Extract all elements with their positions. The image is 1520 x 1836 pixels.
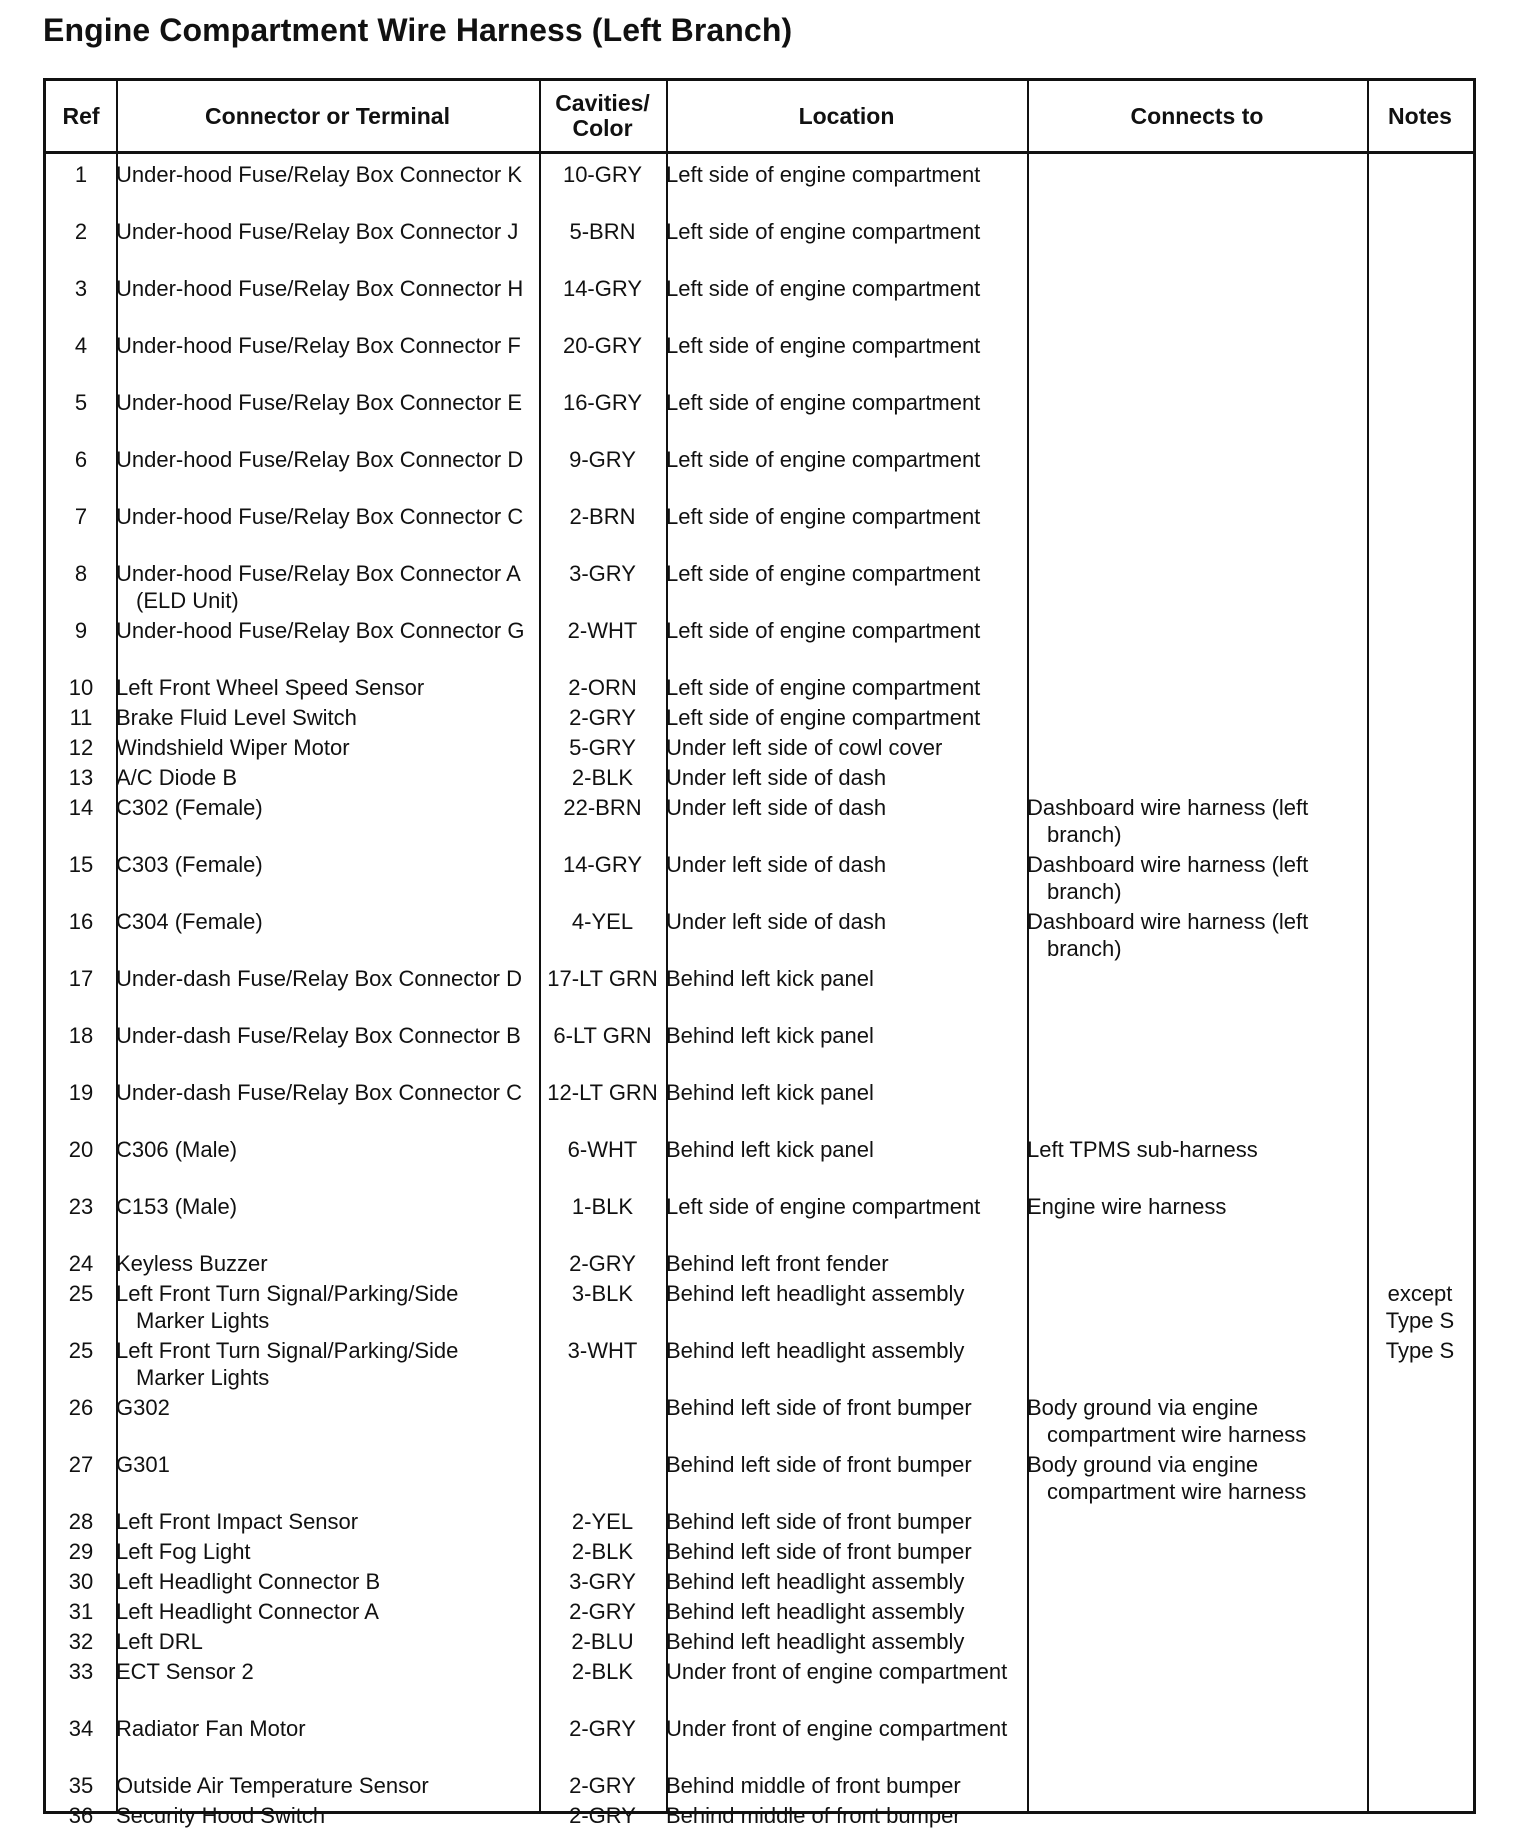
cell-connector: C153 (Male) — [116, 1194, 238, 1219]
cell-location: Left side of engine compartment — [666, 447, 981, 472]
cell-connector: C302 (Female) — [116, 795, 263, 820]
cell-notes — [1367, 704, 1473, 734]
cell-cavities: 17-LT GRN — [547, 966, 658, 991]
cell-connects-to — [1027, 965, 1367, 1022]
cell-notes — [1367, 560, 1473, 617]
table-row — [46, 1136, 1473, 1193]
cell-connector: Left DRL — [116, 1629, 203, 1654]
cell-cavities: 6-LT GRN — [553, 1023, 652, 1048]
cell-cavities: 2-GRY — [569, 1803, 636, 1828]
cell-connector: Left Headlight Connector A — [116, 1599, 379, 1624]
cell-cavities: 2-BLK — [571, 765, 634, 790]
cell-connector: Left Fog Light — [116, 1539, 251, 1564]
page-title: Engine Compartment Wire Harness (Left Branch) — [43, 12, 793, 48]
cell-notes — [1367, 218, 1473, 275]
cell-connects-to — [1027, 332, 1367, 389]
cell-connects-to — [1027, 560, 1367, 617]
cell-ref: 18 — [68, 1023, 94, 1048]
cell-notes — [1367, 1568, 1473, 1598]
header-notes: Notes — [1388, 102, 1452, 129]
cell-connector: Under-hood Fuse/Relay Box Connector K — [116, 162, 522, 187]
cell-connector: Left Headlight Connector B — [116, 1569, 381, 1594]
cell-location: Behind middle of front bumper — [666, 1773, 961, 1798]
cell-cavities: 2-GRY — [569, 705, 636, 730]
cell-cavities: 10-GRY — [562, 162, 643, 187]
cell-notes — [1367, 851, 1473, 908]
cell-ref: 10 — [68, 675, 94, 700]
cell-connects-to — [1027, 218, 1367, 275]
cell-ref: 16 — [68, 909, 94, 934]
cell-location: Behind left kick panel — [666, 966, 874, 991]
cell-location: Behind left side of front bumper — [666, 1539, 972, 1564]
cell-location: Behind left kick panel — [666, 1137, 874, 1162]
cell-location: Left side of engine compartment — [666, 162, 981, 187]
cell-connector: C303 (Female) — [116, 852, 263, 877]
cell-connector: Under-hood Fuse/Relay Box Connector E — [116, 390, 522, 415]
cell-notes — [1367, 1508, 1473, 1538]
table-row — [46, 1022, 1473, 1079]
cell-location: Left side of engine compartment — [666, 333, 981, 358]
table-row — [46, 1772, 1473, 1802]
cell-ref: 5 — [74, 390, 88, 415]
cell-connects-to — [1027, 161, 1367, 218]
cell-location: Under front of engine compartment — [666, 1716, 1008, 1741]
cell-connector: Radiator Fan Motor — [116, 1716, 306, 1741]
cell-location: Behind left front fender — [666, 1251, 889, 1276]
cell-ref: 35 — [68, 1773, 94, 1798]
cell-connector: A/C Diode B — [116, 765, 238, 790]
cell-connects-to — [1027, 1538, 1367, 1568]
cell-location: Behind left headlight assembly — [666, 1569, 965, 1594]
cell-notes — [1367, 674, 1473, 704]
table-row — [46, 389, 1473, 446]
cell-connects-to — [1027, 1508, 1367, 1538]
cell-connects-to — [1027, 1598, 1367, 1628]
table-row — [46, 503, 1473, 560]
cell-ref: 23 — [68, 1194, 94, 1219]
cell-location: Behind left kick panel — [666, 1080, 874, 1105]
cell-connector: Under-hood Fuse/Relay Box Connector G — [116, 618, 525, 643]
table-row — [46, 1628, 1473, 1658]
cell-connects-to — [1027, 389, 1367, 446]
cell-cavities: 1-BLK — [571, 1194, 634, 1219]
header-divider — [46, 151, 1473, 154]
cell-location: Under left side of dash — [666, 795, 887, 820]
cell-connects-to — [1027, 1568, 1367, 1598]
cell-cavities: 2-YEL — [571, 1509, 634, 1534]
cell-connector: Security Hood Switch — [116, 1803, 326, 1828]
cell-ref: 24 — [68, 1251, 94, 1276]
cell-notes — [1367, 275, 1473, 332]
cell-notes: Type S — [1385, 1338, 1455, 1363]
cell-notes — [1367, 764, 1473, 794]
cell-notes — [1367, 1628, 1473, 1658]
table-row — [46, 1394, 1473, 1451]
cell-connector: Left Front Turn Signal/Parking/Side Marker Lights — [116, 1338, 459, 1390]
cell-notes — [1367, 1250, 1473, 1280]
cell-connector: Under-dash Fuse/Relay Box Connector D — [116, 966, 522, 991]
cell-cavities: 14-GRY — [562, 852, 643, 877]
cell-ref: 6 — [74, 447, 88, 472]
header-ref: Ref — [62, 102, 100, 129]
cell-notes — [1367, 965, 1473, 1022]
table-row — [46, 1280, 1473, 1337]
cell-connector: Under-hood Fuse/Relay Box Connector F — [116, 333, 521, 358]
cell-notes — [1367, 1802, 1473, 1832]
cell-notes — [1367, 161, 1473, 218]
cell-connector: G302 — [116, 1395, 170, 1420]
cell-notes — [1367, 1715, 1473, 1772]
cell-cavities: 2-GRY — [569, 1716, 636, 1741]
table-row — [46, 560, 1473, 617]
table-row — [46, 1079, 1473, 1136]
cell-notes — [1367, 1538, 1473, 1568]
cell-location: Left side of engine compartment — [666, 1194, 981, 1219]
cell-notes — [1367, 1451, 1473, 1508]
cell-ref: 32 — [68, 1629, 94, 1654]
cell-connector: Brake Fluid Level Switch — [116, 705, 357, 730]
cell-location: Behind left side of front bumper — [666, 1452, 972, 1477]
table-row — [46, 1802, 1473, 1832]
cell-ref: 29 — [68, 1539, 94, 1564]
table-row — [46, 275, 1473, 332]
cell-ref: 13 — [68, 765, 94, 790]
cell-connects-to — [1027, 1280, 1367, 1337]
cell-location: Under left side of dash — [666, 765, 887, 790]
cell-ref: 31 — [68, 1599, 94, 1624]
cell-connects-to — [1027, 1658, 1367, 1715]
cell-notes: except Type S — [1385, 1281, 1455, 1333]
cell-ref: 7 — [74, 504, 88, 529]
cell-connects-to — [1027, 1628, 1367, 1658]
cell-connects-to — [1027, 1715, 1367, 1772]
cell-ref: 11 — [69, 705, 93, 730]
table-row — [46, 1658, 1473, 1715]
table-row — [46, 734, 1473, 764]
table-row — [46, 1250, 1473, 1280]
table-body — [46, 161, 1473, 1832]
cell-connects-to — [1027, 1802, 1367, 1832]
table-row — [46, 764, 1473, 794]
cell-notes — [1367, 1193, 1473, 1250]
table-row — [46, 1508, 1473, 1538]
cell-cavities: 2-GRY — [569, 1251, 636, 1276]
cell-location: Behind left headlight assembly — [666, 1599, 965, 1624]
cell-notes — [1367, 389, 1473, 446]
table-row — [46, 704, 1473, 734]
cell-connects-to — [1027, 674, 1367, 704]
cell-notes — [1367, 503, 1473, 560]
cell-notes — [1367, 617, 1473, 674]
cell-connector: Under-hood Fuse/Relay Box Connector C — [116, 504, 524, 529]
cell-cavities — [539, 1394, 666, 1451]
cell-location: Behind left headlight assembly — [666, 1281, 965, 1306]
cell-ref: 12 — [68, 735, 94, 760]
table-row — [46, 1715, 1473, 1772]
cell-connector: Under-hood Fuse/Relay Box Connector D — [116, 447, 524, 472]
cell-cavities: 2-WHT — [567, 618, 638, 643]
cell-location: Behind left side of front bumper — [666, 1395, 972, 1420]
cell-cavities: 5-GRY — [569, 735, 636, 760]
table-row — [46, 1568, 1473, 1598]
cell-connector: Outside Air Temperature Sensor — [116, 1773, 429, 1798]
cell-location: Behind middle of front bumper — [666, 1803, 961, 1828]
cell-notes — [1367, 1394, 1473, 1451]
cell-connector: C304 (Female) — [116, 909, 263, 934]
cell-ref: 20 — [68, 1137, 94, 1162]
cell-cavities: 2-GRY — [569, 1773, 636, 1798]
cell-notes — [1367, 1079, 1473, 1136]
cell-notes — [1367, 1136, 1473, 1193]
cell-connector: C306 (Male) — [116, 1137, 238, 1162]
cell-cavities: 2-BLU — [571, 1629, 634, 1654]
cell-connects-to — [1027, 1250, 1367, 1280]
cell-connector: ECT Sensor 2 — [116, 1659, 254, 1684]
cell-notes — [1367, 332, 1473, 389]
cell-cavities: 2-BLK — [571, 1539, 634, 1564]
cell-cavities: 14-GRY — [562, 276, 643, 301]
cell-notes — [1367, 734, 1473, 764]
cell-ref: 30 — [68, 1569, 94, 1594]
cell-cavities: 20-GRY — [562, 333, 643, 358]
cell-cavities: 3-BLK — [571, 1281, 634, 1306]
table-row — [46, 617, 1473, 674]
cell-ref: 14 — [68, 795, 94, 820]
cell-notes — [1367, 1598, 1473, 1628]
cell-ref: 15 — [68, 852, 94, 877]
cell-notes — [1367, 1772, 1473, 1802]
cell-connector: Left Front Wheel Speed Sensor — [116, 675, 425, 700]
table-row — [46, 446, 1473, 503]
cell-connects-to: Body ground via engine compartment wire harness — [1027, 1395, 1307, 1447]
cell-connector: G301 — [116, 1452, 170, 1477]
cell-location: Left side of engine compartment — [666, 675, 981, 700]
cell-ref: 2 — [74, 219, 88, 244]
cell-ref: 8 — [74, 561, 88, 586]
cell-connects-to — [1027, 1079, 1367, 1136]
table-row — [46, 161, 1473, 218]
table-row — [46, 1451, 1473, 1508]
cell-connects-to — [1027, 1022, 1367, 1079]
cell-cavities: 22-BRN — [563, 795, 642, 820]
cell-connector: Under-hood Fuse/Relay Box Connector H — [116, 276, 524, 301]
cell-ref: 33 — [68, 1659, 94, 1684]
header-cavities: Cavities/ Color — [555, 90, 650, 141]
cell-connector: Under-dash Fuse/Relay Box Connector C — [116, 1080, 522, 1105]
cell-connects-to — [1027, 734, 1367, 764]
cell-connector: Left Front Turn Signal/Parking/Side Marker Lights — [116, 1281, 459, 1333]
cell-ref: 3 — [74, 276, 88, 301]
cell-cavities: 9-GRY — [569, 447, 636, 472]
cell-ref: 25 — [68, 1281, 94, 1306]
cell-location: Behind left side of front bumper — [666, 1509, 972, 1534]
table-row — [46, 1598, 1473, 1628]
cell-ref: 4 — [74, 333, 88, 358]
table-row — [46, 1193, 1473, 1250]
table-row — [46, 218, 1473, 275]
table-row — [46, 1538, 1473, 1568]
cell-location: Left side of engine compartment — [666, 276, 981, 301]
cell-connects-to: Left TPMS sub-harness — [1027, 1137, 1258, 1162]
cell-cavities: 4-YEL — [571, 909, 634, 934]
cell-cavities: 2-BRN — [569, 504, 636, 529]
cell-connects-to — [1027, 503, 1367, 560]
cell-notes — [1367, 908, 1473, 965]
cell-cavities: 3-GRY — [569, 1569, 636, 1594]
cell-cavities: 2-BLK — [571, 1659, 634, 1684]
cell-notes — [1367, 446, 1473, 503]
cell-location: Behind left kick panel — [666, 1023, 874, 1048]
cell-cavities: 2-ORN — [568, 675, 637, 700]
table-row — [46, 1337, 1473, 1394]
cell-location: Left side of engine compartment — [666, 618, 981, 643]
table-row — [46, 794, 1473, 851]
cell-connects-to — [1027, 617, 1367, 674]
cell-ref: 25 — [68, 1338, 94, 1363]
cell-ref: 36 — [68, 1803, 94, 1828]
cell-ref: 9 — [74, 618, 88, 643]
cell-location: Behind left headlight assembly — [666, 1338, 965, 1363]
cell-location: Left side of engine compartment — [666, 561, 981, 586]
header-location: Location — [798, 102, 895, 129]
cell-notes — [1367, 1022, 1473, 1079]
cell-connector: Under-dash Fuse/Relay Box Connector B — [116, 1023, 521, 1048]
cell-ref: 34 — [68, 1716, 94, 1741]
cell-notes — [1367, 1658, 1473, 1715]
cell-location: Left side of engine compartment — [666, 504, 981, 529]
table-row — [46, 908, 1473, 965]
cell-connector: Left Front Impact Sensor — [116, 1509, 359, 1534]
harness-table — [43, 78, 1476, 1828]
cell-cavities — [539, 1451, 666, 1508]
cell-cavities: 5-BRN — [569, 219, 636, 244]
header-connector: Connector or Terminal — [205, 102, 450, 129]
table-row — [46, 674, 1473, 704]
cell-location: Behind left headlight assembly — [666, 1629, 965, 1654]
cell-connects-to — [1027, 275, 1367, 332]
cell-connects-to — [1027, 764, 1367, 794]
cell-location: Under left side of dash — [666, 909, 887, 934]
cell-connects-to — [1027, 704, 1367, 734]
cell-ref: 19 — [68, 1080, 94, 1105]
cell-connector: Under-hood Fuse/Relay Box Connector J — [116, 219, 519, 244]
cell-connector: Windshield Wiper Motor — [116, 735, 350, 760]
cell-connects-to — [1027, 1337, 1367, 1394]
cell-location: Under left side of cowl cover — [666, 735, 943, 760]
table-row — [46, 332, 1473, 389]
cell-location: Left side of engine compartment — [666, 219, 981, 244]
cell-ref: 28 — [68, 1509, 94, 1534]
cell-connects-to: Dashboard wire harness (left branch) — [1027, 909, 1309, 961]
cell-connects-to: Engine wire harness — [1027, 1194, 1227, 1219]
cell-cavities: 16-GRY — [562, 390, 643, 415]
cell-location: Left side of engine compartment — [666, 390, 981, 415]
cell-cavities: 3-GRY — [569, 561, 636, 586]
cell-connects-to: Dashboard wire harness (left branch) — [1027, 852, 1309, 904]
cell-ref: 26 — [68, 1395, 94, 1420]
cell-cavities: 2-GRY — [569, 1599, 636, 1624]
cell-connects-to: Dashboard wire harness (left branch) — [1027, 795, 1309, 847]
cell-connects-to: Body ground via engine compartment wire harness — [1027, 1452, 1307, 1504]
cell-connects-to — [1027, 446, 1367, 503]
cell-cavities: 6-WHT — [567, 1137, 638, 1162]
cell-location: Under front of engine compartment — [666, 1659, 1008, 1684]
cell-connects-to — [1027, 1772, 1367, 1802]
cell-ref: 1 — [74, 162, 88, 187]
table-row — [46, 851, 1473, 908]
cell-ref: 17 — [68, 966, 94, 991]
cell-location: Under left side of dash — [666, 852, 887, 877]
cell-cavities: 12-LT GRN — [547, 1080, 658, 1105]
cell-cavities: 3-WHT — [567, 1338, 638, 1363]
cell-connector: Keyless Buzzer — [116, 1251, 268, 1276]
table-row — [46, 965, 1473, 1022]
cell-connector: Under-hood Fuse/Relay Box Connector A (ELD Unit) — [116, 561, 520, 613]
cell-ref: 27 — [68, 1452, 94, 1477]
cell-notes — [1367, 794, 1473, 851]
header-connects-to: Connects to — [1130, 102, 1264, 129]
cell-location: Left side of engine compartment — [666, 705, 981, 730]
